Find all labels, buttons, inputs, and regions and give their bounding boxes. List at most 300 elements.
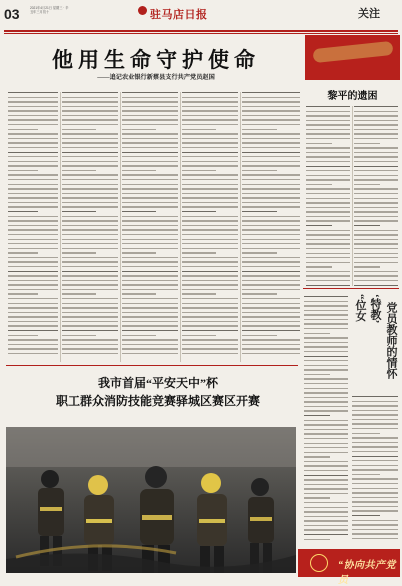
text-line [242, 165, 300, 166]
sidebar-column-1 [306, 106, 350, 286]
text-line [62, 110, 118, 111]
text-line [304, 351, 348, 352]
text-line [306, 257, 350, 258]
text-line [62, 229, 118, 230]
text-line [242, 266, 300, 267]
text-line [352, 501, 398, 502]
text-line [352, 456, 398, 457]
text-line [122, 321, 178, 322]
text-line [304, 507, 348, 508]
text-line [242, 101, 300, 102]
text-line [122, 188, 178, 189]
feature-column-2 [352, 396, 398, 544]
text-line [306, 262, 350, 263]
text-line [8, 330, 58, 331]
text-line [8, 271, 58, 272]
text-line [306, 147, 350, 148]
text-line [182, 312, 238, 313]
text-line [304, 346, 348, 347]
text-line [62, 243, 118, 244]
text-line [182, 138, 238, 139]
text-line [352, 460, 398, 461]
text-line [182, 152, 238, 153]
section-divider [6, 365, 298, 366]
text-line [182, 353, 238, 354]
text-line [304, 443, 348, 444]
banner-ribbon-decoration [312, 41, 393, 63]
main-headline: 他用生命守护使命 [52, 48, 260, 72]
text-line [8, 202, 58, 203]
text-line [354, 225, 380, 226]
text-line [306, 133, 350, 134]
text-line [354, 133, 398, 134]
text-line [122, 161, 178, 162]
text-line [122, 325, 178, 326]
text-line [8, 188, 58, 189]
text-line [354, 166, 398, 167]
text-line [354, 175, 398, 176]
text-line [122, 257, 178, 258]
text-line [182, 234, 238, 235]
text-line [242, 252, 277, 253]
text-line [242, 115, 300, 116]
text-line [8, 312, 58, 313]
text-line [182, 115, 238, 116]
text-line [352, 474, 380, 475]
text-line [8, 229, 58, 230]
text-line [242, 307, 300, 308]
feature-title-box [350, 292, 398, 386]
text-line [242, 289, 300, 290]
text-line [352, 396, 398, 397]
text-line [306, 170, 350, 171]
text-line [306, 143, 332, 144]
text-line [8, 165, 58, 166]
text-line [354, 156, 398, 157]
text-line [8, 234, 58, 235]
text-line [242, 243, 300, 244]
firefighter-photo-image [6, 427, 296, 573]
text-line [304, 452, 348, 453]
text-line [354, 216, 398, 217]
text-line [304, 378, 348, 379]
text-line [354, 234, 398, 235]
text-line [8, 303, 58, 304]
text-line [122, 239, 178, 240]
text-line [62, 197, 118, 198]
text-line [62, 321, 118, 322]
text-line [242, 106, 300, 107]
text-line [62, 303, 118, 304]
text-line [354, 198, 398, 199]
sidebar-divider [303, 288, 399, 289]
text-line [182, 110, 238, 111]
text-line [354, 193, 398, 194]
text-line [354, 152, 398, 153]
text-line [306, 193, 350, 194]
text-line [354, 211, 398, 212]
text-line [182, 161, 238, 162]
text-line [8, 101, 58, 102]
text-line [8, 216, 58, 217]
text-line [304, 420, 348, 421]
text-line [62, 129, 96, 130]
sidebar-title: 黎平的遗困 [327, 91, 378, 102]
text-line [62, 344, 118, 345]
text-line [242, 321, 300, 322]
text-line [306, 106, 350, 107]
text-line [122, 303, 178, 304]
text-line [242, 184, 300, 185]
text-line [122, 280, 178, 281]
text-line [62, 261, 118, 262]
text-line [122, 284, 178, 285]
text-line [304, 525, 348, 526]
text-line [8, 325, 58, 326]
text-line [8, 335, 38, 336]
text-line [352, 428, 398, 429]
text-line [62, 348, 118, 349]
text-line [352, 510, 398, 511]
text-line [242, 133, 300, 134]
text-line [242, 280, 300, 281]
text-line [8, 298, 58, 299]
text-line [304, 424, 348, 425]
text-line [304, 493, 348, 494]
feature-column-1 [304, 296, 348, 544]
text-line [306, 239, 350, 240]
text-line [62, 325, 118, 326]
text-line [182, 344, 238, 345]
text-line [8, 97, 58, 98]
text-line [8, 280, 58, 281]
text-line [242, 271, 300, 272]
text-line [62, 271, 118, 272]
text-line [304, 470, 348, 471]
text-line [122, 353, 178, 354]
text-line [242, 216, 300, 217]
text-line [182, 248, 238, 249]
text-line [8, 284, 58, 285]
text-line [242, 298, 300, 299]
text-line [242, 152, 300, 153]
text-line [304, 323, 348, 324]
text-line [352, 419, 398, 420]
text-line [122, 316, 178, 317]
text-line [182, 229, 238, 230]
text-line [182, 211, 216, 212]
text-line [304, 328, 348, 329]
text-line [122, 344, 178, 345]
text-line [122, 124, 178, 125]
text-line [354, 147, 398, 148]
text-line [62, 234, 118, 235]
text-line [352, 410, 398, 411]
party-emblem-icon [310, 554, 328, 572]
text-line [304, 333, 330, 334]
text-line [122, 92, 178, 93]
text-line [306, 120, 350, 121]
news-photo [6, 427, 296, 573]
text-line [122, 266, 178, 267]
text-line [304, 319, 348, 320]
section-label: 关注 [358, 8, 380, 20]
text-line [122, 330, 178, 331]
text-line [182, 271, 238, 272]
text-line [242, 110, 300, 111]
text-line [182, 206, 238, 207]
text-line [62, 220, 118, 221]
text-line [8, 248, 58, 249]
text-line [304, 511, 348, 512]
text-line [304, 296, 348, 297]
text-line [62, 239, 118, 240]
text-line [8, 124, 58, 125]
text-line [304, 415, 330, 416]
text-line [242, 170, 277, 171]
text-line [122, 115, 178, 116]
text-line [304, 497, 330, 498]
text-line [354, 124, 398, 125]
text-line [306, 216, 350, 217]
text-line [122, 252, 156, 253]
article-column-4 [182, 92, 238, 362]
text-line [242, 206, 300, 207]
text-line [182, 101, 238, 102]
text-line [8, 289, 58, 290]
text-line [352, 405, 398, 406]
text-line [304, 305, 348, 306]
text-line [8, 243, 58, 244]
text-line [304, 356, 348, 357]
text-line [62, 257, 118, 258]
text-line [354, 161, 398, 162]
text-line [304, 534, 348, 535]
text-line [122, 101, 178, 102]
text-line [8, 147, 58, 148]
text-line [62, 211, 96, 212]
text-line [352, 401, 398, 402]
text-line [62, 293, 96, 294]
text-line [242, 353, 300, 354]
text-line [8, 179, 58, 180]
text-line [122, 339, 178, 340]
text-line [182, 284, 238, 285]
page-header [0, 0, 402, 32]
text-line [182, 316, 238, 317]
text-line [8, 110, 58, 111]
text-line [242, 97, 300, 98]
text-line [352, 483, 398, 484]
text-line [306, 188, 350, 189]
text-line [304, 456, 330, 457]
text-line [242, 344, 300, 345]
text-line [122, 211, 156, 212]
text-line [242, 275, 300, 276]
text-line [304, 401, 348, 402]
text-line [304, 539, 330, 540]
text-line [352, 465, 398, 466]
text-line [304, 465, 348, 466]
text-line [306, 138, 350, 139]
text-line [242, 161, 300, 162]
text-line [306, 271, 350, 272]
text-line [304, 360, 348, 361]
text-line [122, 138, 178, 139]
text-line [304, 433, 348, 434]
text-line [62, 289, 118, 290]
text-line [306, 207, 350, 208]
text-line [354, 106, 398, 107]
text-line [182, 188, 238, 189]
text-line [62, 101, 118, 102]
text-line [242, 119, 300, 120]
text-line [354, 184, 380, 185]
text-line [242, 142, 300, 143]
text-line [306, 280, 350, 281]
text-line [62, 330, 118, 331]
text-line [306, 285, 350, 286]
text-line [62, 142, 118, 143]
text-line [122, 110, 178, 111]
text-line [8, 316, 58, 317]
text-line [182, 147, 238, 148]
text-line [8, 348, 58, 349]
text-line [306, 184, 332, 185]
text-line [306, 211, 350, 212]
text-line [354, 129, 398, 130]
text-line [242, 138, 300, 139]
text-line [8, 193, 58, 194]
text-line [182, 97, 238, 98]
text-line [242, 257, 300, 258]
photo-story-title-line2: 职工群众消防技能竞赛驿城区赛区开赛 [55, 394, 260, 408]
text-line [122, 229, 178, 230]
text-line [8, 184, 58, 185]
text-line [122, 170, 156, 171]
text-line [242, 339, 300, 340]
text-line [182, 261, 238, 262]
text-line [182, 243, 238, 244]
text-line [62, 124, 118, 125]
text-line [62, 353, 118, 354]
sidebar-banner [305, 35, 400, 80]
text-line [122, 261, 178, 262]
text-line [352, 520, 398, 521]
text-line [304, 516, 348, 517]
text-line [8, 138, 58, 139]
text-line [354, 207, 398, 208]
text-line [122, 293, 156, 294]
text-line [242, 261, 300, 262]
text-line [306, 253, 350, 254]
text-line [354, 275, 398, 276]
text-line [62, 106, 118, 107]
text-line [8, 170, 38, 171]
text-line [122, 193, 178, 194]
text-line [182, 119, 238, 120]
text-line [306, 175, 350, 176]
photo-story-title-line1: 我市首届“平安天中”杯 [97, 376, 218, 390]
text-line [354, 138, 398, 139]
text-line [182, 193, 238, 194]
text-line [122, 97, 178, 98]
bottom-banner-text: “协向共产党员 [338, 560, 396, 586]
text-line [8, 174, 58, 175]
text-line [306, 152, 350, 153]
text-line [242, 129, 277, 130]
text-line [354, 266, 380, 267]
text-line [354, 220, 398, 221]
text-line [242, 316, 300, 317]
text-line [304, 461, 348, 462]
text-line [62, 225, 118, 226]
text-line [306, 275, 350, 276]
text-line [306, 234, 350, 235]
text-line [354, 262, 398, 263]
text-line [122, 225, 178, 226]
text-line [8, 239, 58, 240]
text-line [306, 161, 350, 162]
text-line [62, 339, 118, 340]
text-line [62, 193, 118, 194]
text-line [306, 230, 350, 231]
text-line [122, 165, 178, 166]
text-line [62, 97, 118, 98]
text-line [122, 298, 178, 299]
text-line [8, 220, 58, 221]
masthead: 驻马店日报 [150, 9, 208, 21]
text-line [354, 202, 398, 203]
text-line [122, 312, 178, 313]
text-line [122, 142, 178, 143]
text-line [122, 243, 178, 244]
text-line [354, 253, 398, 254]
text-line [62, 248, 118, 249]
text-line [8, 115, 58, 116]
text-line [122, 106, 178, 107]
text-line [8, 339, 58, 340]
text-line [352, 478, 398, 479]
text-line [8, 106, 58, 107]
masthead-logo-icon [138, 6, 147, 15]
text-line [182, 179, 238, 180]
text-line [62, 252, 96, 253]
article-column-3 [122, 92, 178, 362]
text-line [242, 284, 300, 285]
text-line [182, 321, 238, 322]
text-line [354, 257, 398, 258]
text-line [62, 206, 118, 207]
text-line [182, 339, 238, 340]
text-line [354, 120, 398, 121]
text-line [352, 451, 398, 452]
issue-date: 2021年4月21日 星期三 · 辛丑年三月初十 [30, 6, 69, 15]
text-line [182, 307, 238, 308]
text-line [182, 92, 238, 93]
text-line [62, 115, 118, 116]
text-line [354, 170, 398, 171]
text-line [8, 275, 58, 276]
text-line [122, 206, 178, 207]
text-line [304, 479, 348, 480]
text-line [352, 446, 398, 447]
text-line [352, 437, 398, 438]
article-column-5 [242, 92, 300, 362]
text-line [182, 266, 238, 267]
text-line [122, 220, 178, 221]
text-line [182, 124, 238, 125]
